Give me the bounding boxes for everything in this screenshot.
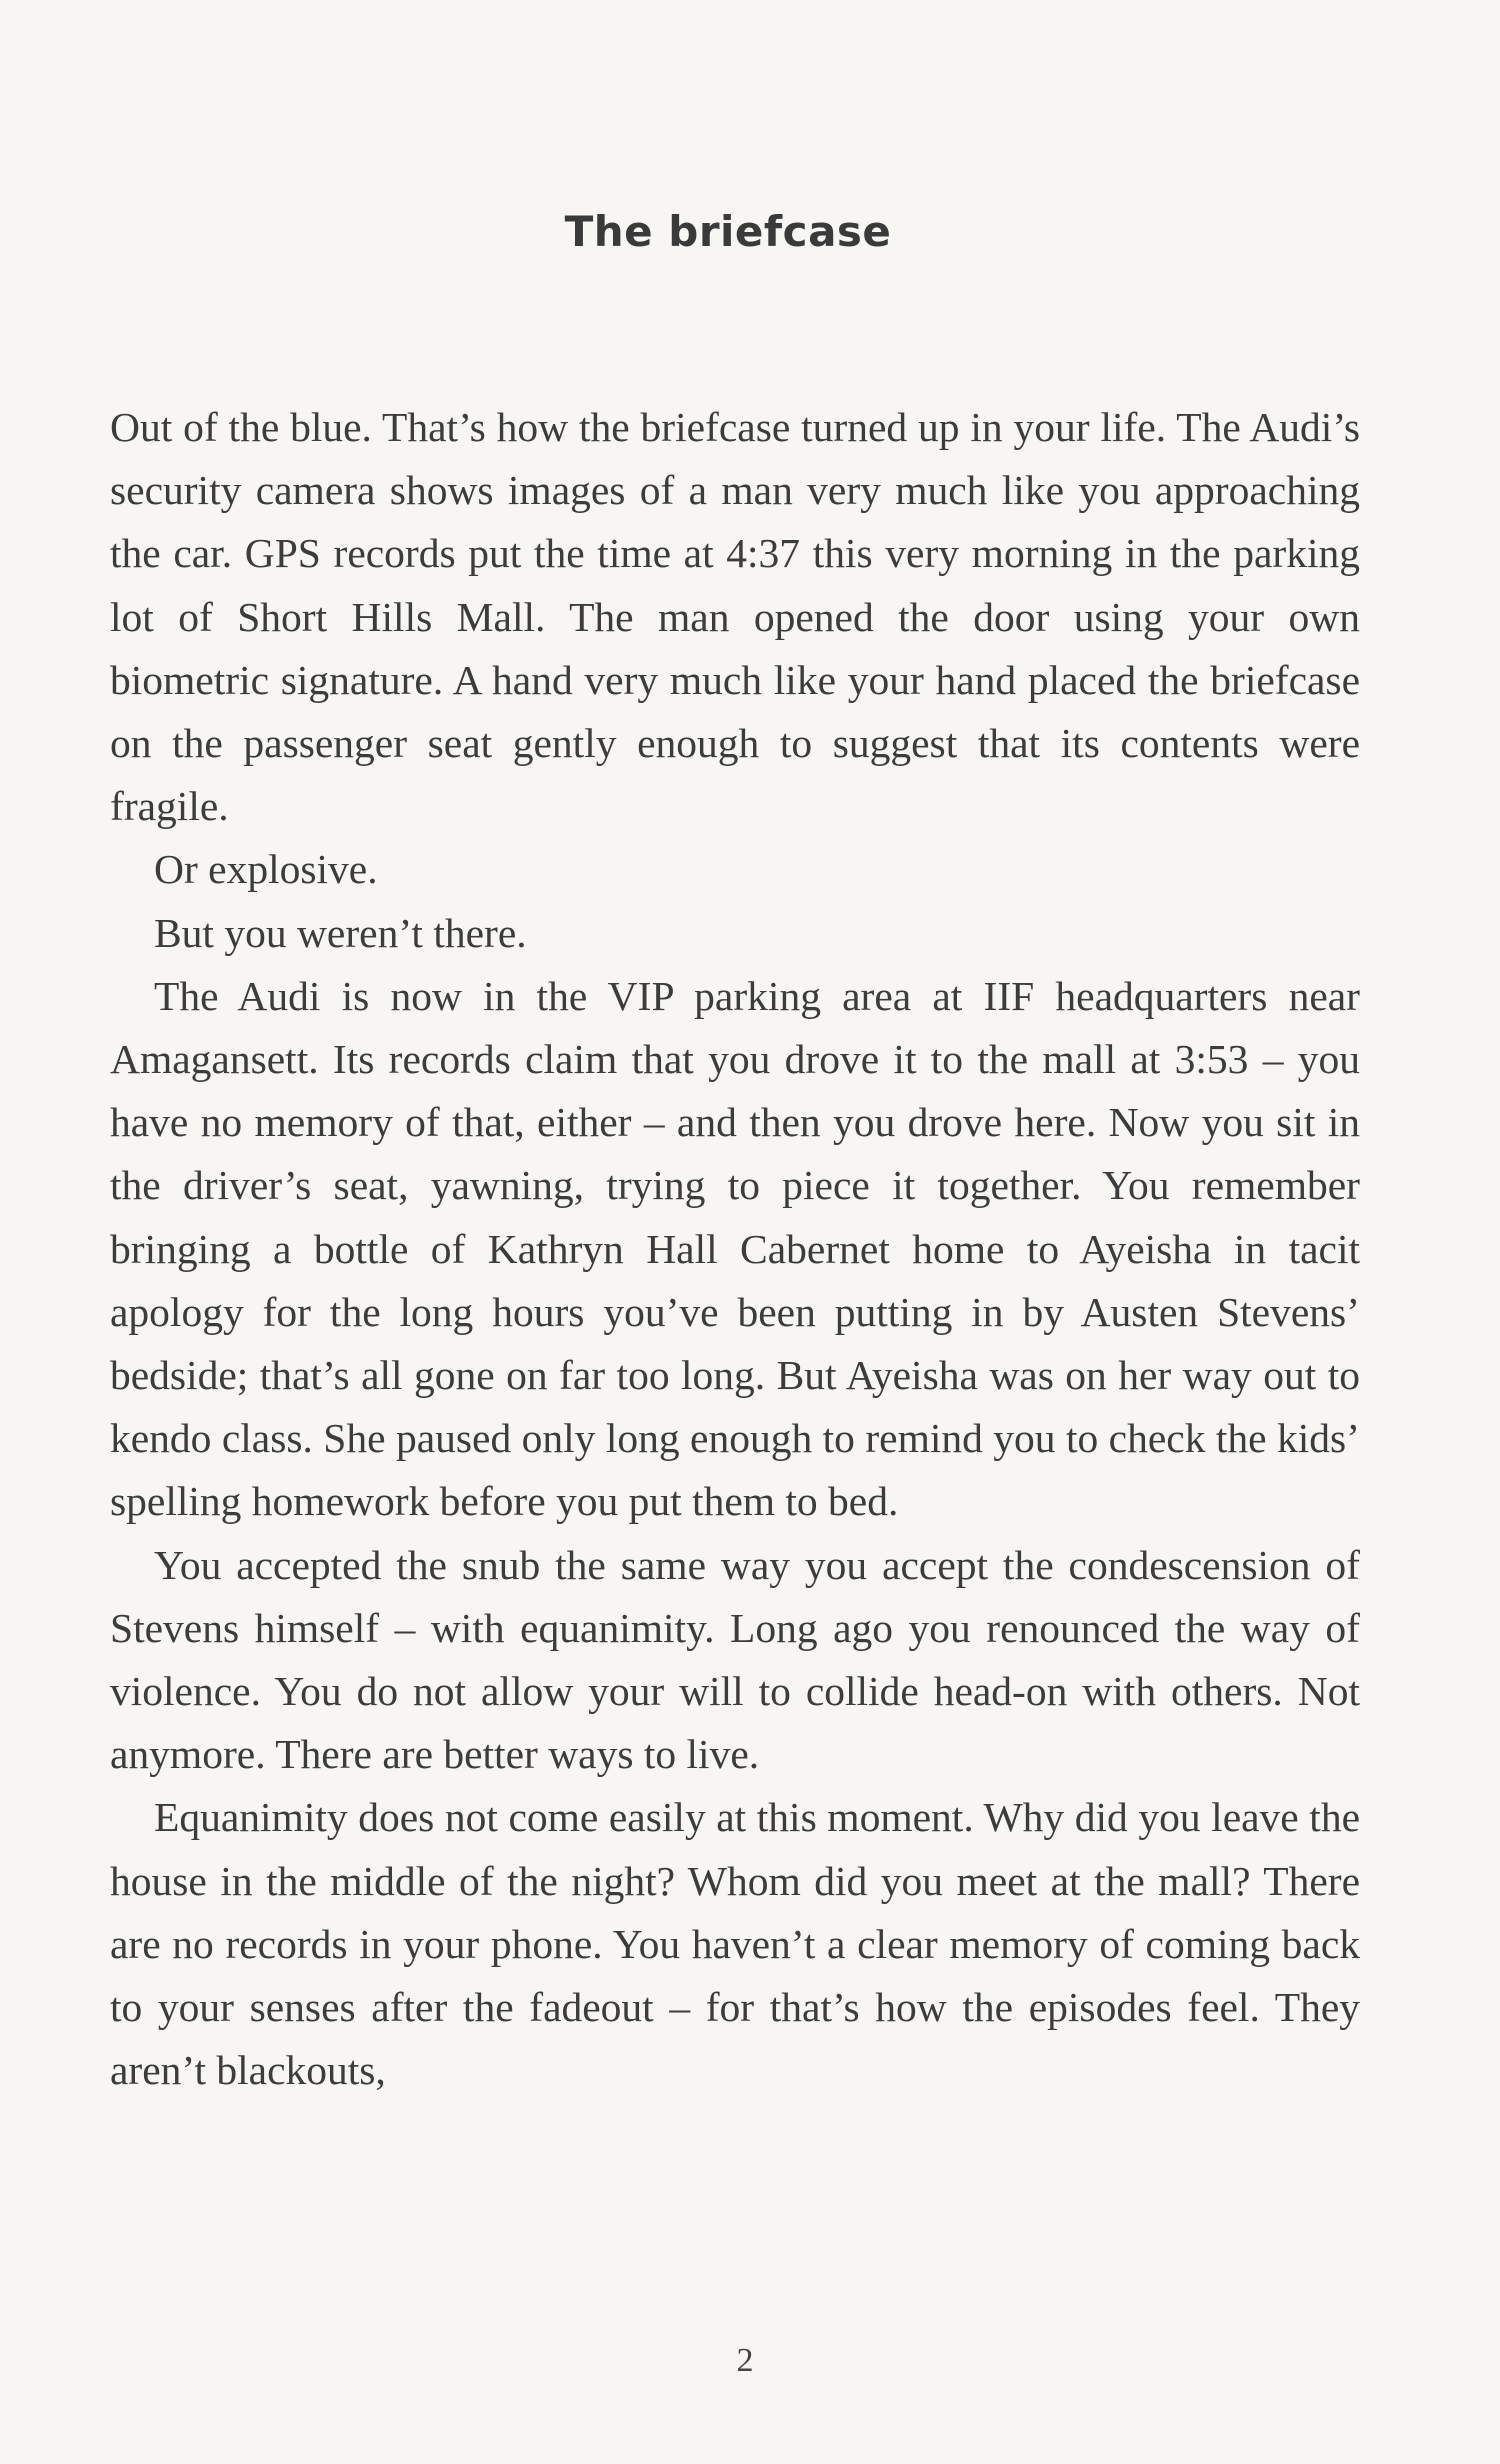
chapter-body [110,396,1360,2102]
paragraph: But you weren’t there. [154,909,527,956]
page-number: 2 [736,2342,754,2379]
paragraph: You accepted the snub the same way you accept the condescension of Stevens himself – with equanimity. Long ago you renounced the way of violence. You do not allow your will to collide head-on with others. Not anymore. There are better ways to live. [110,1541,1360,1778]
paragraph: Or explosive. [154,846,378,893]
paragraph: Equanimity does not come easily at this moment. Why did you leave the house in the middle of the night? Whom did you meet at the mall? There are no records in your phone. You haven’t a clear memory of coming back to your senses after the fadeout – for that’s how the episodes feel. They aren’t blackouts, [110,1794,1360,2094]
chapter-title: The briefcase [564,207,892,256]
paragraph-opening: Out of the blue. That’s how the briefcase turned up in your life. The Audi’s security camera shows images of a man very much like you approaching the car. GPS records put the time at 4:37 this very morning in the parking lot of Short Hills Mall. The man opened the door using your own biometric signature. A hand very much like your hand placed the briefcase on the passenger seat gently enough to suggest that its contents were fragile. [110,404,1360,830]
paragraph: The Audi is now in the VIP parking area at IIF headquarters near Amagansett. Its records claim that you drove it to the mall at 3:53 – you have no memory of that, either – and then you drove here. Now you sit in the driver’s seat, yawning, trying to piece it together. You remember bringing a bottle of Kathryn Hall Cabernet home to Ayeisha in tacit apology for the long hours you’ve been putting in by Austen Stevens’ bedside; that’s all gone on far too long. But Ayeisha was on her way out to kendo class. She paused only long enough to remind you to check the kids’ spelling homework before you put them to bed. [110,972,1360,1525]
